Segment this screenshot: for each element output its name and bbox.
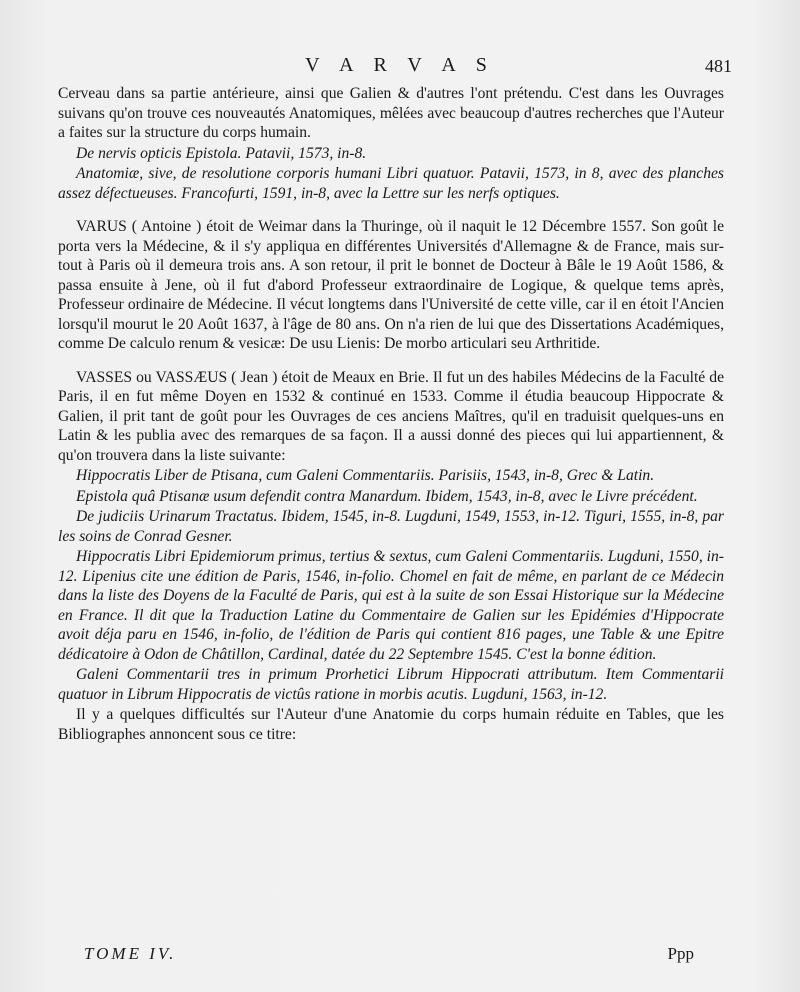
page-footer <box>62 944 722 968</box>
entry-vasses: VASSES ou VASSÆUS ( Jean ) étoit de Meaux en Brie. Il fut un des habiles Médecins de la Faculté de Paris, il en fut même Doyen en 1532 & continué en 1533. Comme il étudia beaucoup Hippocrate & Galien, il prit tant de goût pour les Ouvrages de ces anciens Maîtres, qu'il en traduisit quelques-uns en Latin & les publia avec des remarques de sa façon. Il a aussi donné des pieces qui lui appartiennent, & qu'on trouvera dans la liste suivante: <box>58 368 724 464</box>
citation-anatomiae: Anatomiæ, sive, de resolutione corporis humani Libri quatuor. Patavii, 1573, in 8, avec des planches assez défectueuses. Francofurti, 1591, in-8, avec la Lettre sur les nerfs optiques. <box>58 165 724 202</box>
citation-prorhetici: Galeni Commentarii tres in primum Prorhetici Librum Hippocrati attributum. Item Commentarii quatuor in Librum Hippocratis de victûs ratione in morbis acutis. Lugduni, 1563, in-12. <box>58 666 724 703</box>
citation-ptisana: Hippocratis Liber de Ptisana, cum Galeni Commentariis. Parisiis, 1543, in-8, Grec & Latin. <box>76 467 655 484</box>
signature-mark: Ppp <box>667 944 694 963</box>
running-head-title: V A R V A S <box>305 54 495 76</box>
citation-epistola: Epistola quâ Ptisanæ usum defendit contra Manardum. Ibidem, 1543, in-8, avec le Livre précédent. <box>76 487 698 505</box>
page-number: 481 <box>705 56 732 76</box>
citation-epidemiorum: Hippocratis Libri Epidemiorum primus, tertius & sextus, cum Galeni Commentariis. Lugduni, 1550, in-12. Lipenius cite une édition de Paris, 1546, in-folio. Chomel en fait de même, en parlant de ce Médecin dans la liste des Doyens de la Faculté de Paris, qui est à la suite de son Essai Historique sur la Médecine en France. Il dit que la Traduction Latine du Commentaire de Galien sur les Epidémies d'Hippocrate avoit déja paru en 1546, in-folio, de l'édition de Paris qui contient 816 pages, une Table & une Epitre dédicatoire à Odon de Châtillon, Cardinal, datée du 22 Septembre 1545. C'est la bonne édition. <box>58 548 724 663</box>
citation-urinarum: De judiciis Urinarum Tractatus. Ibidem, 1545, in-8. Lugduni, 1549, 1553, in-12. Tiguri, 1555, in-8, par les soins de Conrad Gesner. <box>58 508 724 545</box>
volume-label: TOME IV. <box>84 944 177 963</box>
paragraph-anatomie-tables: Il y a quelques difficultés sur l'Auteur d'une Anatomie du corps humain réduite en Tables, que les Bibliographes annoncent sous ce titre: <box>58 706 724 743</box>
citation-de-nervis: De nervis opticis Epistola. Patavii, 1573, in-8. <box>76 144 367 162</box>
entry-varus: VARUS ( Antoine ) étoit de Weimar dans la Thuringe, où il naquit le 12 Décembre 1557. Son goût le porta vers la Médecine, & il s'y appliqua en différentes Universités d'Allemagne & de France, mais sur-tout à Paris où il demeura trois ans. A son retour, il prit le bonnet de Docteur à Bâle le 19 Août 1586, & passa ensuite à Jene, où il fut d'abord Professeur extraordinaire de Logique, & quelque tems après, Professeur ordinaire de Médecine. Il vécut longtems dans l'Université de cette ville, car il en étoit l'Ancien lorsqu'il mourut le 20 Août 1637, à l'âge de 80 ans. On n'a rien de lui que des Dissertations Académiques, comme De calculo renum & vesicæ: De usu Lienis: De morbo articulari seu Arthritide. <box>58 218 724 352</box>
body-text <box>58 84 724 744</box>
running-head <box>0 54 800 84</box>
paragraph-cerveau: Cerveau dans sa partie antérieure, ainsi que Galien & d'autres l'ont prétendu. C'est dans les Ouvrages suivans qu'on trouve ces nouveautés Anatomiques, mêlées avec beaucoup d'autres recherches que l'Auteur a faites sur la structure du corps humain. <box>58 85 724 141</box>
